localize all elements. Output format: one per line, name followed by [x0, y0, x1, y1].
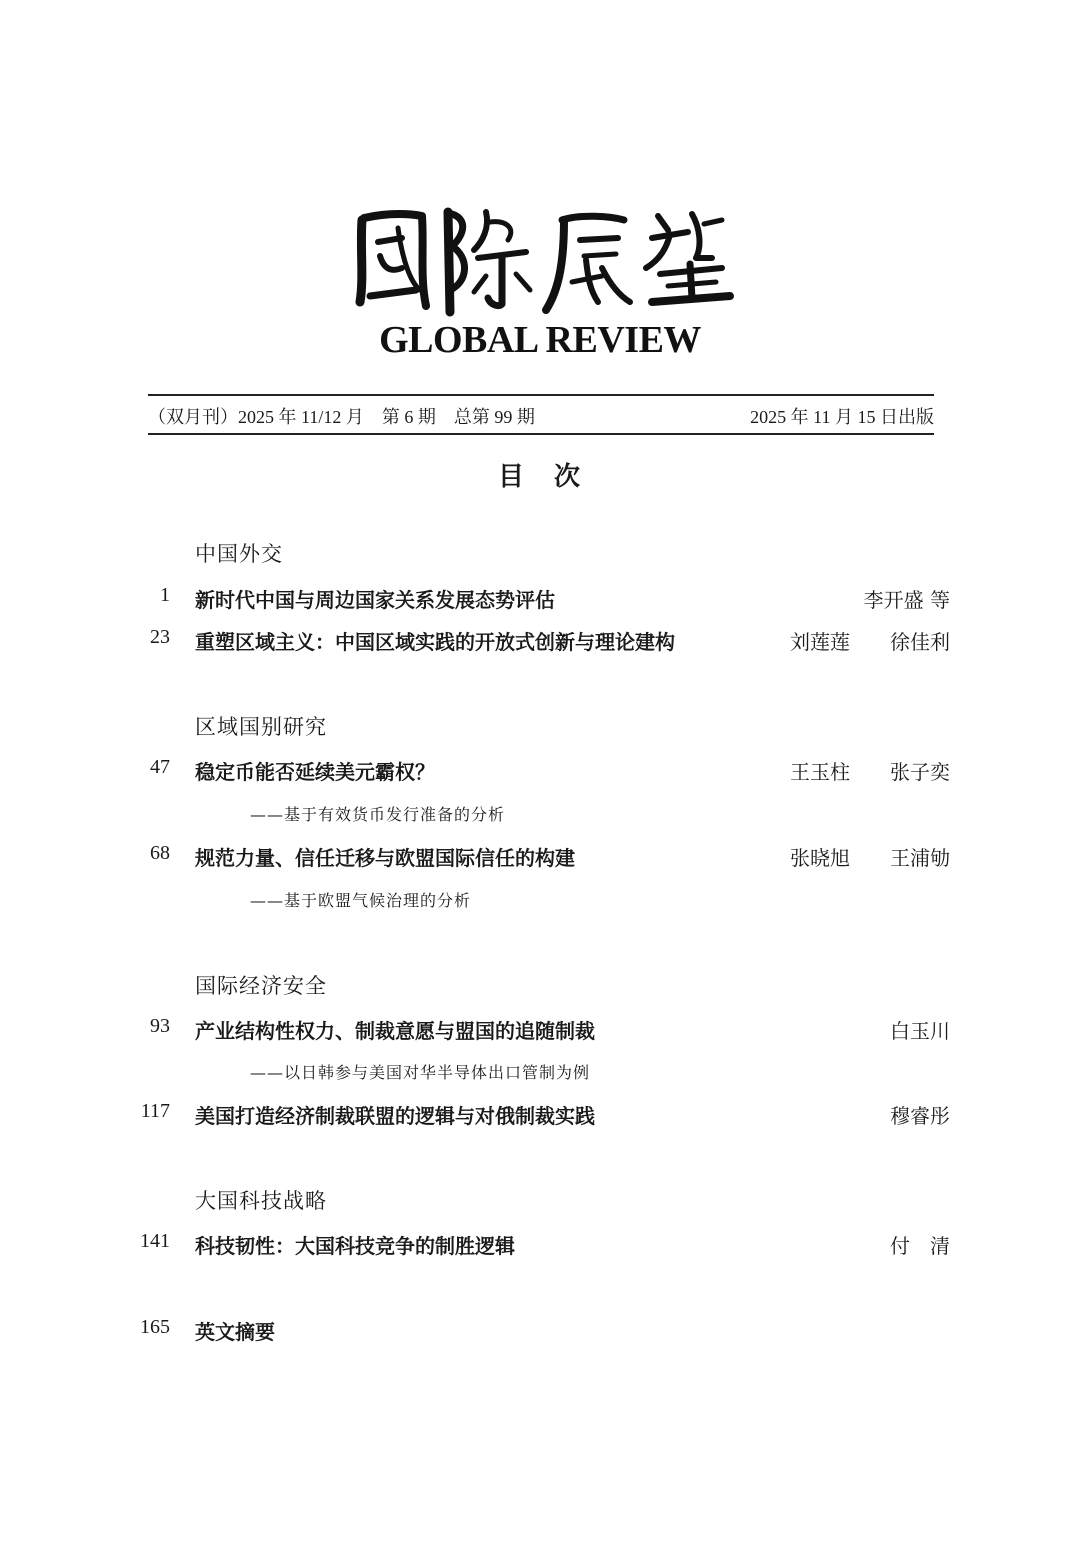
entry-authors: 白玉川: [890, 1019, 950, 1043]
entry-title[interactable]: 规范力量、信任迁移与欧盟国际信任的构建: [195, 846, 575, 870]
entry-page-number: 165: [140, 1316, 170, 1338]
toc-entry[interactable]: [0, 584, 1080, 614]
section-heading: 区域国别研究: [195, 715, 327, 739]
toc-entry[interactable]: [0, 842, 1080, 872]
entry-page-number: 68: [150, 842, 170, 864]
header-bottom-rule: [148, 433, 934, 435]
journal-calligraphy-logo: [340, 198, 740, 318]
entry-authors: 王玉柱 张子奕: [790, 760, 950, 784]
entry-page-number: 1: [160, 584, 170, 606]
toc-entry[interactable]: [0, 1100, 1080, 1130]
toc-entry[interactable]: [0, 1015, 1080, 1045]
entry-title[interactable]: 英文摘要: [195, 1320, 275, 1344]
toc-entry[interactable]: [0, 1230, 1080, 1260]
entry-title[interactable]: 美国打造经济制裁联盟的逻辑与对俄制裁实践: [195, 1104, 595, 1128]
section-heading: 国际经济安全: [195, 974, 327, 998]
table-of-contents-title: 目 次: [497, 462, 582, 492]
section-heading: 中国外交: [195, 542, 283, 566]
entry-title[interactable]: 重塑区域主义：中国区域实践的开放式创新与理论建构: [195, 630, 675, 654]
entry-authors: 穆睿彤: [890, 1104, 950, 1128]
entry-subtitle: ——基于欧盟气候治理的分析: [250, 891, 472, 910]
entry-authors: 李开盛 等: [863, 588, 950, 612]
header-top-rule: [148, 394, 934, 396]
toc-entry[interactable]: [0, 756, 1080, 786]
issue-info: （双月刊）2025 年 11/12 月 第 6 期 总第 99 期: [148, 407, 535, 427]
entry-subtitle: ——以日韩参与美国对华半导体出口管制为例: [250, 1063, 591, 1082]
section-heading: 大国科技战略: [195, 1189, 327, 1213]
entry-authors: 刘莲莲 徐佳利: [790, 630, 950, 654]
toc-entry-english-abstracts[interactable]: [0, 1316, 1080, 1346]
entry-page-number: 47: [150, 756, 170, 778]
entry-subtitle: ——基于有效货币发行准备的分析: [250, 805, 506, 824]
entry-page-number: 23: [150, 626, 170, 648]
journal-english-title: GLOBAL REVIEW: [379, 319, 701, 361]
entry-authors: 付 清: [890, 1234, 950, 1258]
entry-title[interactable]: 稳定币能否延续美元霸权？: [195, 760, 435, 784]
publication-date: 2025 年 11 月 15 日出版: [750, 407, 934, 427]
entry-authors: 张晓旭 王浦劬: [790, 846, 950, 870]
entry-title[interactable]: 新时代中国与周边国家关系发展态势评估: [195, 588, 555, 612]
entry-title[interactable]: 产业结构性权力、制裁意愿与盟国的追随制裁: [195, 1019, 595, 1043]
entry-page-number: 141: [140, 1230, 170, 1252]
toc-entry[interactable]: [0, 626, 1080, 656]
entry-page-number: 117: [140, 1100, 170, 1122]
entry-title[interactable]: 科技韧性：大国科技竞争的制胜逻辑: [195, 1234, 515, 1258]
entry-page-number: 93: [150, 1015, 170, 1037]
